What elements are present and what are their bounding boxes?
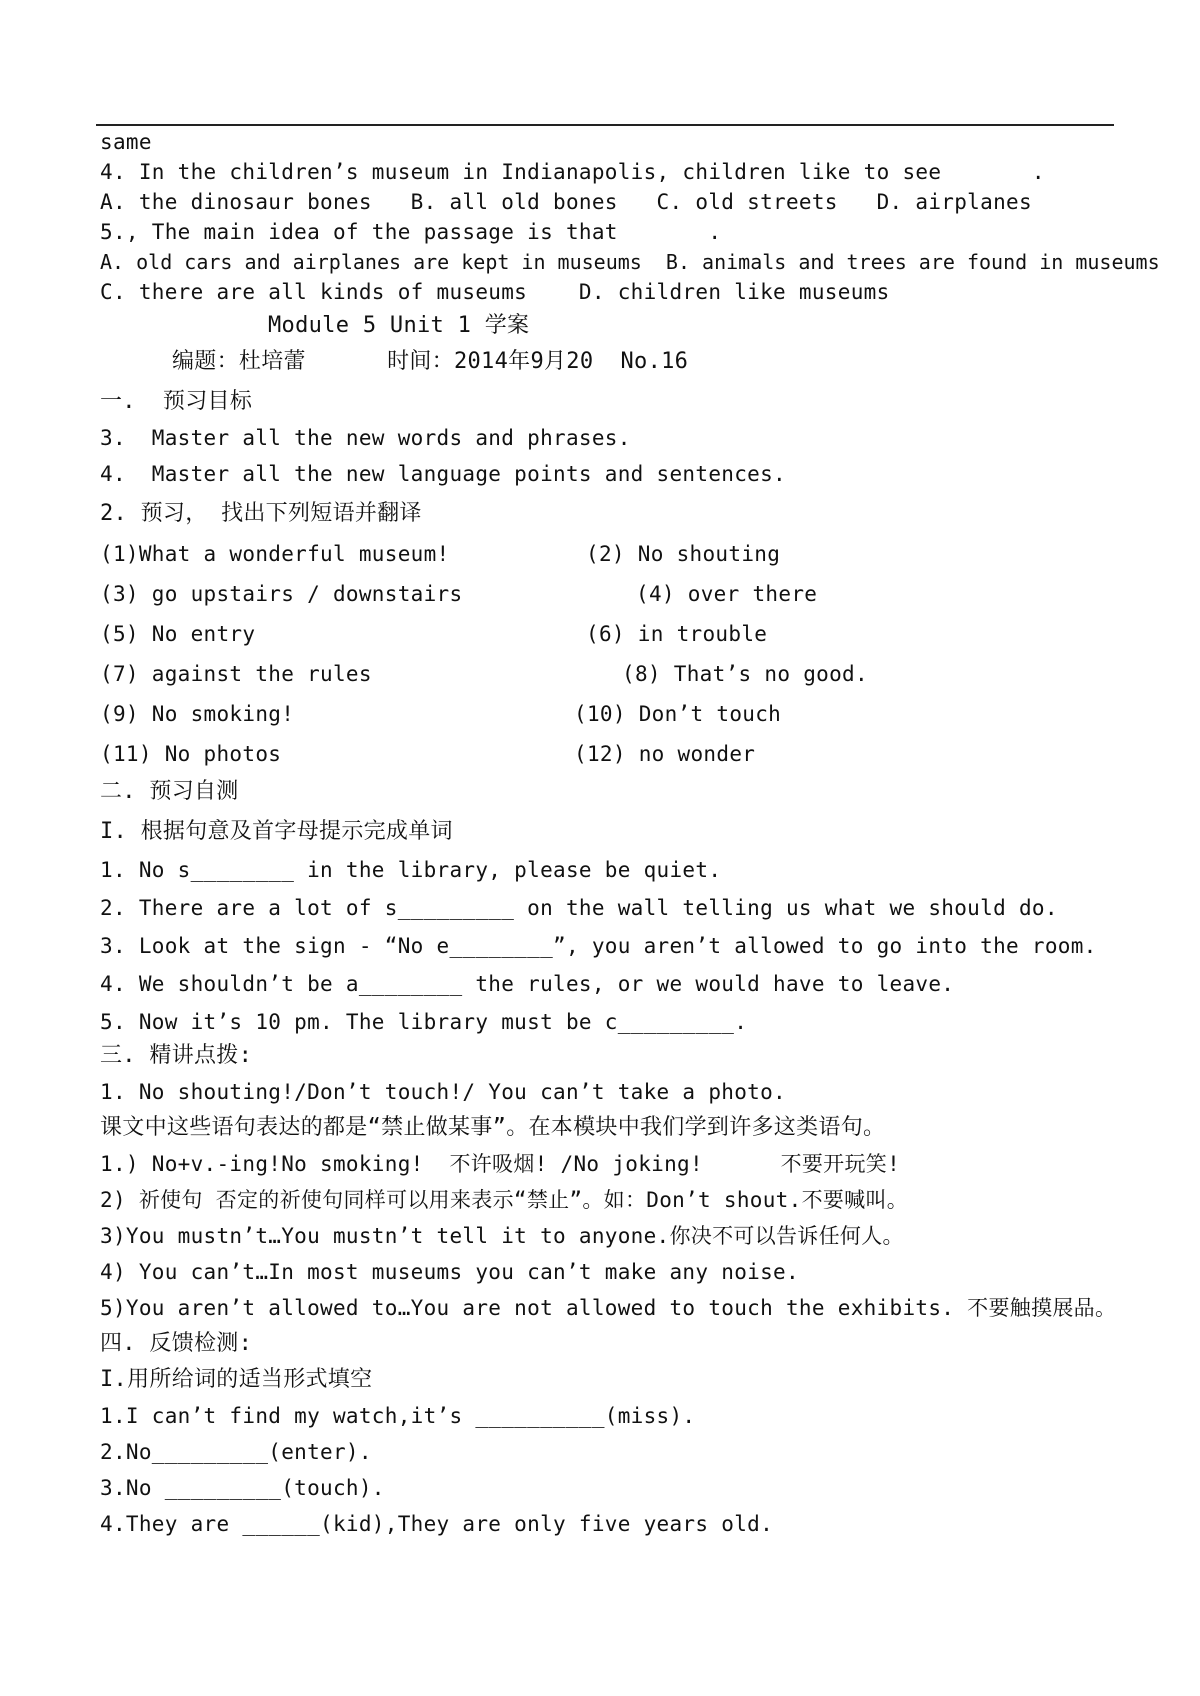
text-line: same [100,130,152,154]
phrase-item: (10) Don’t touch [574,702,782,726]
phrase-item: (12) no wonder [574,742,756,766]
phrase-item: (11) No photos [100,742,282,766]
preview-heading: 2. 预习， 找出下列短语并翻译 [100,501,422,526]
exercise-item: 5. Now it’s 10 pm. The library must be c_________. [100,1010,748,1034]
explanation-line: 1. No shouting!/Don’t touch!/ You can’t take a photo. [100,1080,786,1104]
phrase-item: (3) go upstairs / downstairs [100,582,463,606]
phrase-item: (2) No shouting [586,542,781,566]
exercise-item: 4. We shouldn’t be a________ the rules, or we would have to leave. [100,972,955,996]
exercise-item: 3. Look at the sign - “No e________”, you aren’t allowed to go into the room. [100,934,1097,958]
section-heading-1: 一. 预习目标 [100,389,253,414]
section-heading-2: 二. 预习自测 [100,779,239,804]
objective-item: 4. Master all the new language points and sentences. [100,462,786,486]
phrase-item: (4) over there [636,582,818,606]
exercise-item: 2. There are a lot of s_________ on the wall telling us what we should do. [100,896,1058,920]
phrase-item: (5) No entry [100,622,256,646]
question-5-options-cd: C. there are all kinds of museums D. children like museums [100,280,890,304]
phrase-item: (9) No smoking! [100,702,295,726]
explanation-line: 课文中这些语句表达的都是“禁止做某事”。在本模块中我们学到许多这类语句。 [100,1115,886,1140]
question-5-options-ab: A. old cars and airplanes are kept in museums B. animals and trees are found in museums [100,250,1160,274]
objective-item: 3. Master all the new words and phrases. [100,426,631,450]
exercise-item: 1.I can’t find my watch,it’s __________(miss). [100,1404,696,1428]
exercise-item: 4.They are ______(kid),They are only five years old. [100,1512,774,1536]
phrase-item: (8) That’s no good. [622,662,868,686]
exercise-item: 3.No _________(touch). [100,1476,385,1500]
phrase-item: (7) against the rules [100,662,372,686]
explanation-line: 4) You can’t…In most museums you can’t make any noise. [100,1260,799,1284]
explanation-line: 3)You mustn’t…You mustn’t tell it to anyone.你决不可以告诉任何人。 [100,1224,904,1248]
exercise-item: 2.No_________(enter). [100,1440,372,1464]
explanation-line: 1.) No+v.-ing!No smoking! 不许吸烟! /No joking! 不要开玩笑! [100,1152,901,1176]
question-5: 5., The main idea of the passage is that . [100,220,722,244]
question-4: 4. In the children’s museum in Indianapolis, children like to see . [100,160,1045,184]
exercise-instruction: I.用所给词的适当形式填空 [100,1367,373,1392]
exercise-item: 1. No s________ in the library, please be quiet. [100,858,722,882]
explanation-line: 2) 祈使句 否定的祈使句同样可以用来表示“禁止”。如：Don’t shout.不要喊叫。 [100,1188,909,1212]
section-heading-4: 四. 反馈检测: [100,1331,253,1356]
question-4-options: A. the dinosaur bones B. all old bones C. old streets D. airplanes [100,190,1032,214]
section-heading-3: 三. 精讲点拨: [100,1043,253,1068]
document-title: Module 5 Unit 1 学案 [268,313,530,338]
phrase-item: (1)What a wonderful museum! [100,542,450,566]
exercise-instruction: I. 根据句意及首字母提示完成单词 [100,819,453,844]
phrase-item: (6) in trouble [586,622,768,646]
author-date-line: 编题：杜培蕾 时间：2014年9月20 No.16 [172,349,689,374]
explanation-line: 5)You aren’t allowed to…You are not allowed to touch the exhibits. 不要触摸展品。 [100,1296,1117,1320]
header-rule [96,124,1114,126]
